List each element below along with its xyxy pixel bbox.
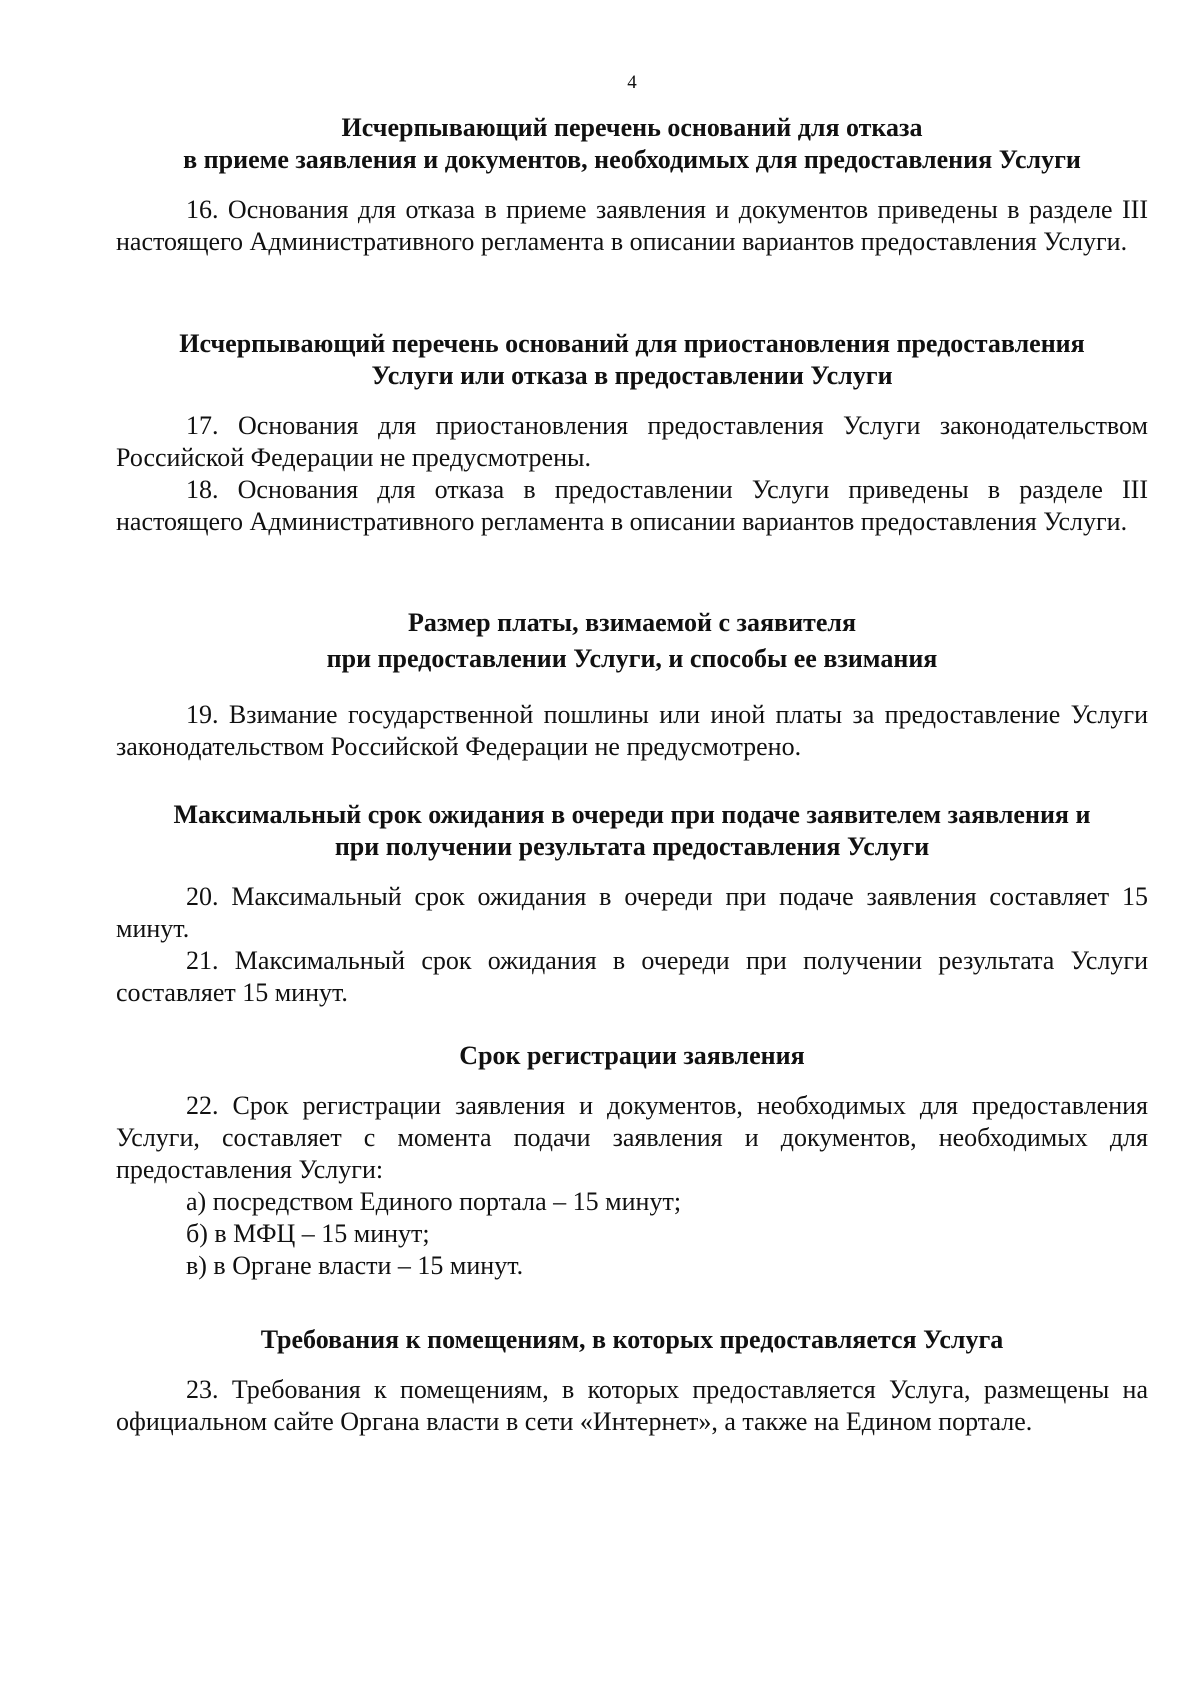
paragraph-20: 20. Максимальный срок ожидания в очереди при подаче заявления составляет 15 минут. bbox=[116, 882, 1148, 943]
section-heading bbox=[116, 605, 1148, 677]
paragraph-23: 23. Требования к помещениям, в которых предоставляется Услуга, размещены на официальном сайте Органа власти в сети «Интернет», а также на Едином портале. bbox=[116, 1375, 1148, 1436]
paragraph-19: 19. Взимание государственной пошлины или иной платы за предоставление Услуги законодательством Российской Федерации не предусмотрено. bbox=[116, 700, 1148, 761]
section-queue-time bbox=[116, 799, 1148, 1009]
heading-line: Требования к помещениям, в которых предоставляется Услуга bbox=[260, 1325, 1004, 1354]
heading-line: Максимальный срок ожидания в очереди при подаче заявителем заявления и bbox=[173, 800, 1091, 829]
list-item-b: б) в МФЦ – 15 минут; bbox=[186, 1219, 430, 1248]
section-heading bbox=[116, 799, 1148, 863]
section-heading bbox=[116, 1040, 1148, 1072]
paragraph-18: 18. Основания для отказа в предоставлении Услуги приведены в разделе III настоящего Административного регламента в описании вариантов предоставления Услуги. bbox=[116, 475, 1148, 536]
heading-line: Услуги или отказа в предоставлении Услуги bbox=[371, 361, 893, 390]
list-item-c: в) в Органе власти – 15 минут. bbox=[186, 1251, 524, 1280]
paragraph-22: 22. Срок регистрации заявления и документов, необходимых для предоставления Услуги, составляет с момента подачи заявления и документов, необходимых для предоставления Услуги: bbox=[116, 1091, 1148, 1184]
paragraph-16: 16. Основания для отказа в приеме заявления и документов приведены в разделе III настоящего Административного регламента в описании вариантов предоставления Услуги. bbox=[116, 195, 1148, 256]
heading-line: в приеме заявления и документов, необходимых для предоставления Услуги bbox=[183, 145, 1081, 174]
heading-line: Размер платы, взимаемой с заявителя bbox=[407, 608, 857, 637]
section-refusal-acceptance bbox=[116, 112, 1148, 258]
section-heading bbox=[116, 112, 1148, 176]
page-number: 4 bbox=[627, 72, 637, 93]
paragraph-17: 17. Основания для приостановления предоставления Услуги законодательством Российской Федерации не предусмотрены. bbox=[116, 411, 1148, 472]
section-suspension-refusal bbox=[116, 328, 1148, 538]
list-item-a: а) посредством Единого портала – 15 минут; bbox=[186, 1187, 682, 1216]
section-heading bbox=[116, 328, 1148, 392]
heading-line: при получении результата предоставления Услуги bbox=[334, 832, 930, 861]
section-registration-time bbox=[116, 1040, 1148, 1282]
paragraph-21: 21. Максимальный срок ожидания в очереди при получении результата Услуги составляет 15 минут. bbox=[116, 946, 1148, 1007]
heading-line: Исчерпывающий перечень оснований для приостановления предоставления bbox=[179, 329, 1085, 358]
heading-line: Исчерпывающий перечень оснований для отказа bbox=[341, 113, 923, 142]
section-premises bbox=[116, 1324, 1148, 1438]
heading-line: при предоставлении Услуги, и способы ее взимания bbox=[326, 644, 938, 673]
section-heading bbox=[116, 1324, 1148, 1356]
section-payment bbox=[116, 605, 1148, 763]
heading-line: Срок регистрации заявления bbox=[459, 1041, 805, 1070]
